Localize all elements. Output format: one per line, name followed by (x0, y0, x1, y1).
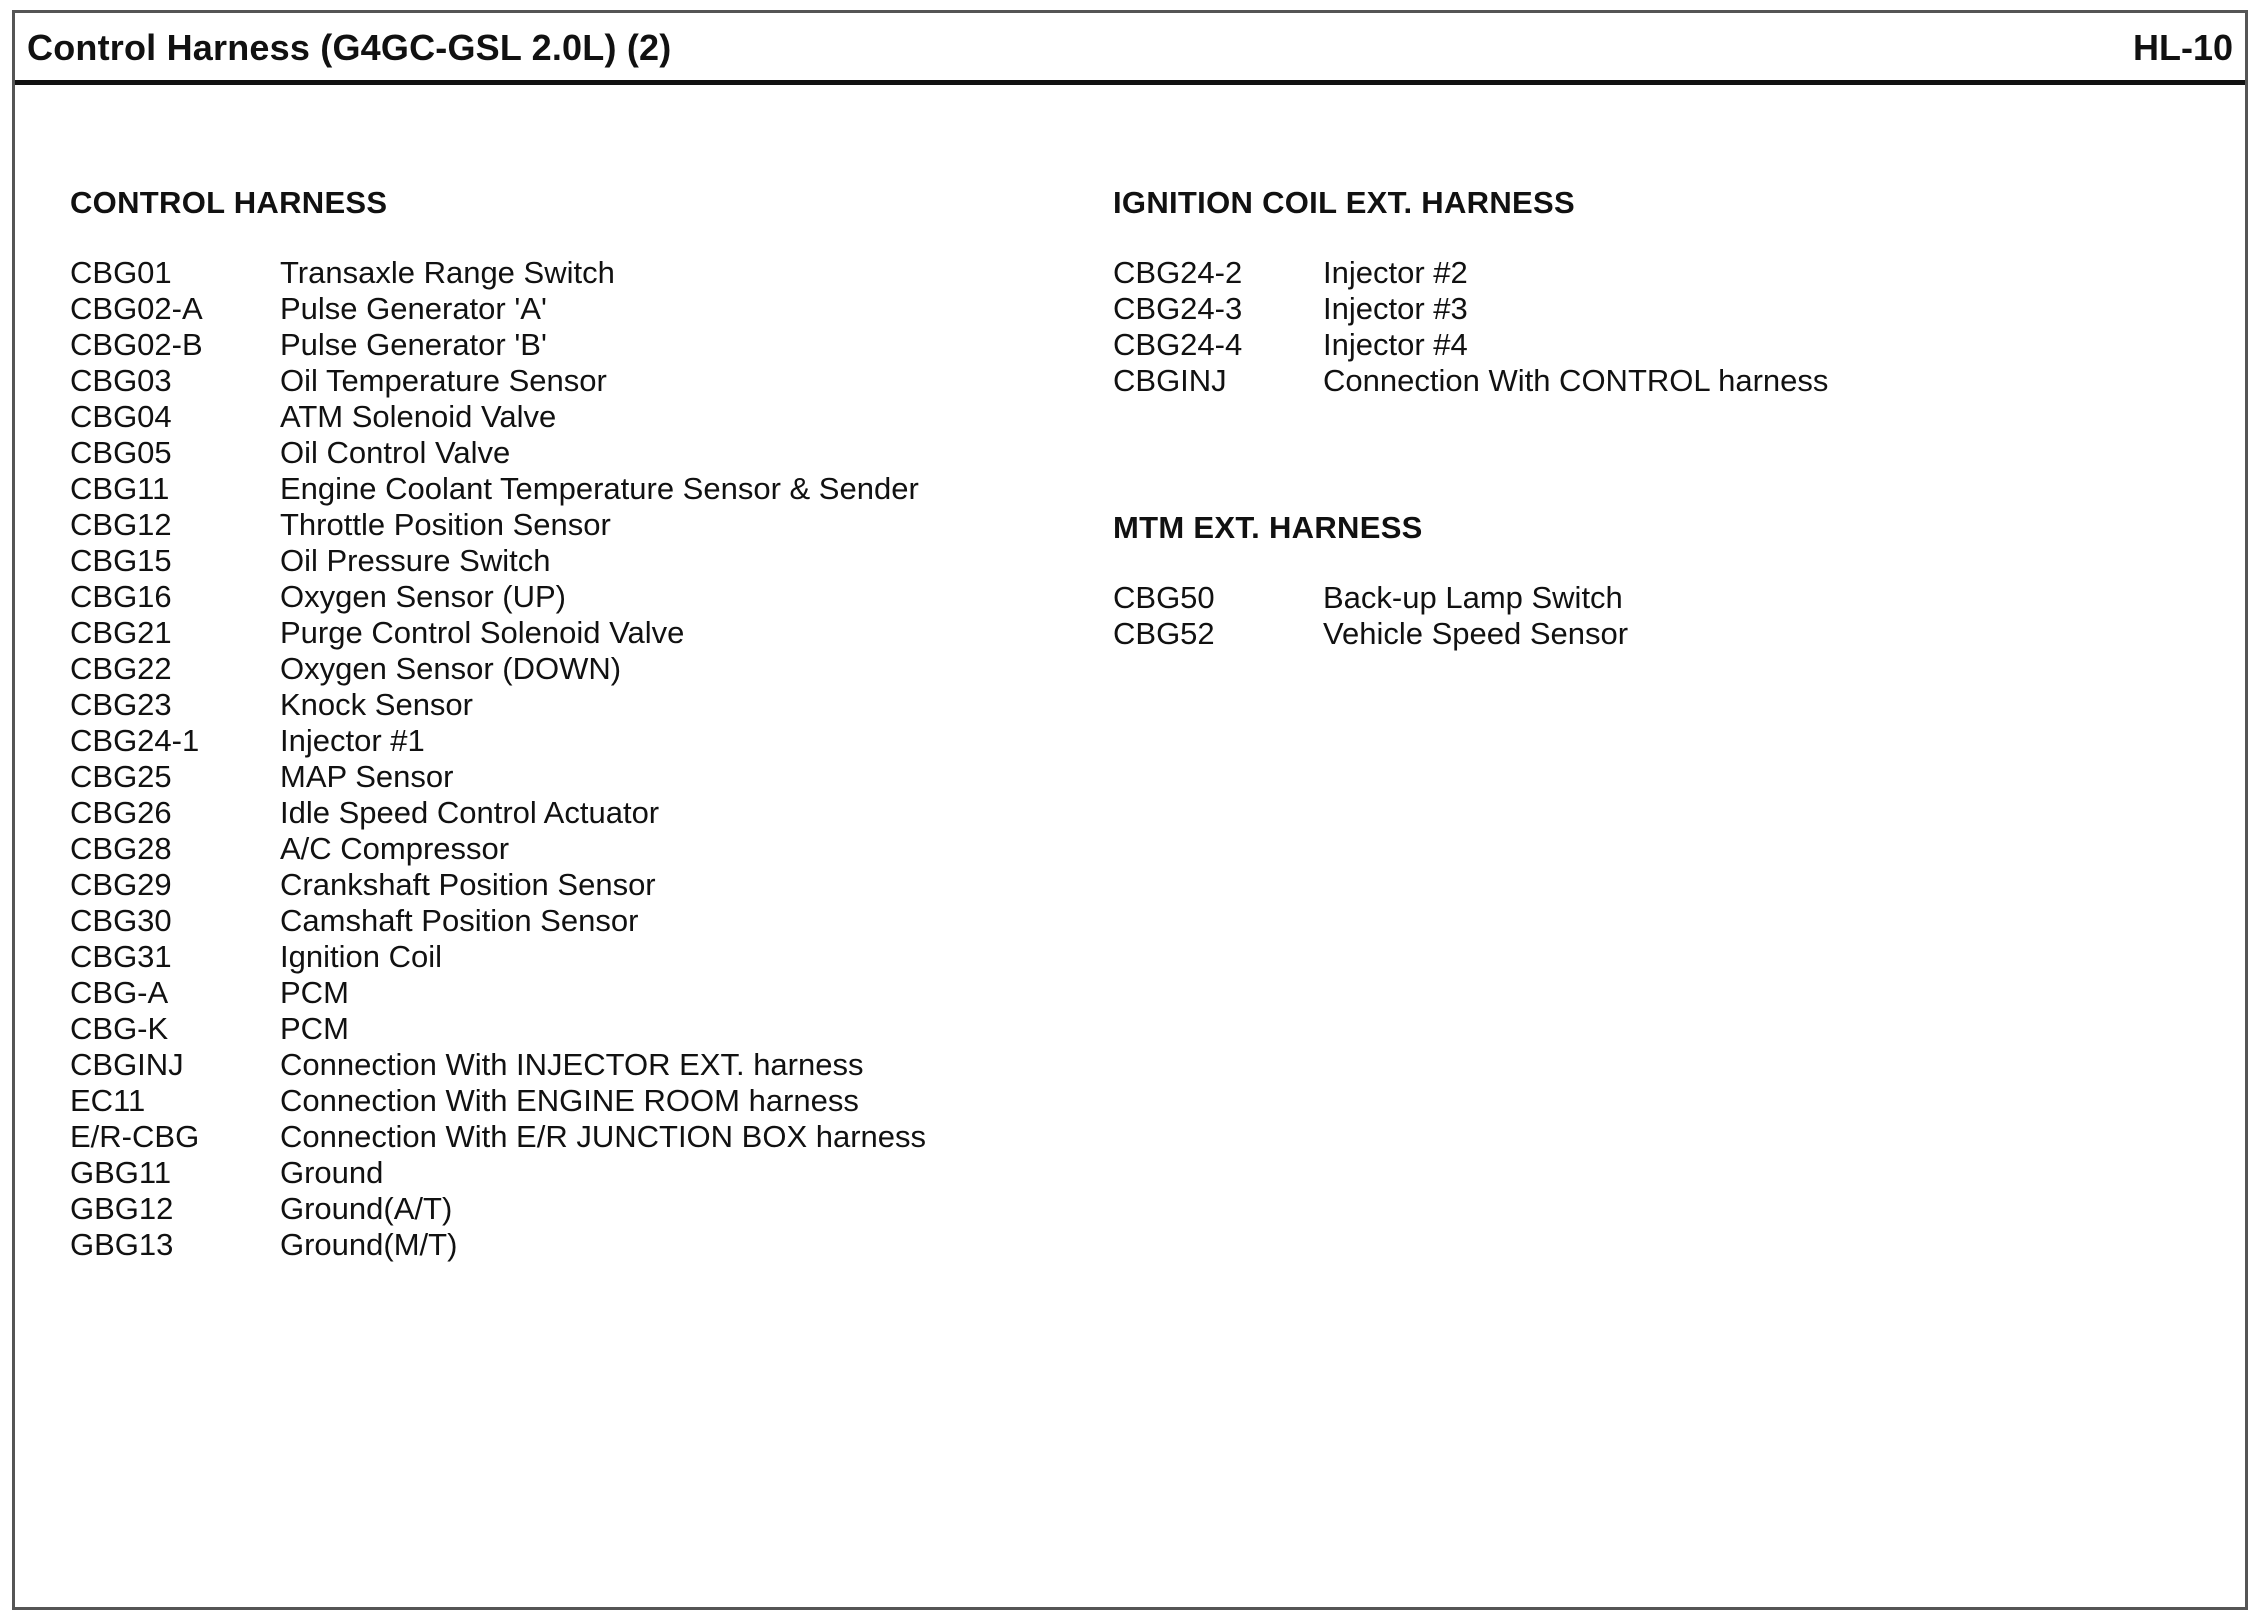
connector-code: CBG01 (70, 255, 172, 290)
connector-description: Oil Control Valve (280, 435, 511, 470)
connector-description: Ground(M/T) (280, 1227, 458, 1262)
connector-description: Connection With ENGINE ROOM harness (280, 1083, 859, 1118)
connector-row (70, 471, 919, 507)
connector-row (70, 651, 622, 687)
connector-description: Oxygen Sensor (UP) (280, 579, 566, 614)
connector-code: CBG16 (70, 579, 172, 614)
connector-code: CBG25 (70, 759, 172, 794)
connector-description: Oil Pressure Switch (280, 543, 551, 578)
connector-description: Throttle Position Sensor (280, 507, 611, 542)
connector-list (1113, 580, 1629, 652)
connector-row (70, 507, 611, 543)
connector-row (70, 795, 660, 831)
section-ignition-coil-ext-harness (1113, 185, 1829, 399)
connector-description: Injector #3 (1323, 291, 1468, 326)
connector-row (1113, 291, 1575, 327)
page-code: HL-10 (2132, 27, 2233, 68)
section-control-harness (70, 185, 927, 1263)
connector-description: Pulse Generator 'B' (280, 327, 547, 362)
connector-row (70, 579, 566, 615)
connector-code: CBG05 (70, 435, 172, 470)
section-title: IGNITION COIL EXT. HARNESS (1113, 185, 1575, 220)
connector-code: CBG24-2 (1113, 255, 1243, 290)
connector-code: CBG04 (70, 399, 172, 434)
connector-code: CBG24-3 (1113, 291, 1243, 326)
connector-description: Engine Coolant Temperature Sensor & Sender (280, 471, 919, 506)
connector-row (70, 831, 510, 867)
connector-code: EC11 (70, 1083, 146, 1118)
connector-row (70, 543, 551, 579)
connector-code: CBG31 (70, 939, 172, 974)
connector-code: CBG02-B (70, 327, 203, 362)
connector-description: Back-up Lamp Switch (1323, 580, 1623, 615)
connector-description: Ignition Coil (280, 939, 442, 974)
connector-description: Oxygen Sensor (DOWN) (280, 651, 622, 686)
connector-code: CBG28 (70, 831, 172, 866)
section-mtm-ext-harness (1113, 510, 1629, 652)
connector-code: CBG22 (70, 651, 172, 686)
connector-description: Connection With CONTROL harness (1323, 363, 1829, 398)
connector-row (70, 327, 547, 363)
connector-description: Ground(A/T) (280, 1191, 453, 1226)
connector-code: CBG30 (70, 903, 172, 938)
connector-row (70, 1011, 387, 1047)
section-title: MTM EXT. HARNESS (1113, 510, 1423, 545)
page-header (15, 13, 2245, 85)
connector-description: Injector #1 (280, 723, 425, 758)
connector-row (70, 939, 442, 975)
connector-description: Vehicle Speed Sensor (1323, 616, 1629, 651)
connector-description: Connection With E/R JUNCTION BOX harness (280, 1119, 927, 1154)
connector-code: CBG02-A (70, 291, 203, 326)
connector-row (70, 1227, 458, 1263)
connector-description: Crankshaft Position Sensor (280, 867, 656, 902)
connector-row (70, 615, 685, 651)
connector-code: CBG26 (70, 795, 172, 830)
connector-description: A/C Compressor (280, 831, 510, 866)
connector-code: CBG21 (70, 615, 172, 650)
connector-description: Camshaft Position Sensor (280, 903, 639, 938)
connector-code: CBG15 (70, 543, 172, 578)
connector-code: CBGINJ (1113, 363, 1227, 398)
page-title: Control Harness (G4GC-GSL 2.0L) (2) (27, 27, 672, 68)
connector-code: CBG-A (70, 975, 169, 1010)
connector-list (70, 255, 927, 1263)
connector-code: CBG-K (70, 1011, 169, 1046)
connector-description: Oil Temperature Sensor (280, 363, 607, 398)
connector-row (70, 1083, 859, 1119)
connector-code: E/R-CBG (70, 1119, 200, 1154)
connector-row (70, 1047, 864, 1083)
connector-row (70, 1191, 453, 1227)
connector-row (70, 291, 547, 327)
connector-description: Idle Speed Control Actuator (280, 795, 660, 830)
connector-row (1113, 363, 1829, 399)
connector-row (70, 867, 656, 903)
connector-code: CBG23 (70, 687, 172, 722)
connector-code: CBG12 (70, 507, 172, 542)
connector-list (1113, 255, 1829, 399)
connector-code: CBG29 (70, 867, 172, 902)
connector-row (70, 1119, 927, 1155)
connector-description: Knock Sensor (280, 687, 473, 722)
connector-description: Connection With INJECTOR EXT. harness (280, 1047, 864, 1082)
connector-row (70, 723, 425, 759)
connector-row (1113, 255, 1575, 291)
connector-row (70, 975, 387, 1011)
connector-code: GBG12 (70, 1191, 174, 1226)
connector-row (70, 1155, 387, 1191)
connector-code: GBG13 (70, 1227, 174, 1262)
connector-code: CBG50 (1113, 580, 1215, 615)
connector-description: Ground (280, 1155, 384, 1190)
connector-row (70, 435, 511, 471)
connector-row (70, 399, 557, 435)
connector-description: ATM Solenoid Valve (280, 399, 557, 434)
connector-code: CBG03 (70, 363, 172, 398)
connector-row (1113, 616, 1629, 652)
connector-row (70, 759, 454, 795)
connector-description: Injector #2 (1323, 255, 1468, 290)
section-title: CONTROL HARNESS (70, 185, 388, 220)
connector-code: CBG24-1 (70, 723, 200, 758)
connector-description: Injector #4 (1323, 327, 1468, 362)
connector-code: CBG24-4 (1113, 327, 1243, 362)
connector-row (70, 903, 639, 939)
connector-row (1113, 580, 1623, 616)
connector-code: CBGINJ (70, 1047, 184, 1082)
connector-row (70, 687, 473, 723)
connector-description: Transaxle Range Switch (280, 255, 615, 290)
connector-description: Pulse Generator 'A' (280, 291, 547, 326)
connector-code: GBG11 (70, 1155, 172, 1190)
connector-description: PCM (280, 1011, 349, 1046)
connector-description: Purge Control Solenoid Valve (280, 615, 685, 650)
connector-description: MAP Sensor (280, 759, 454, 794)
connector-code: CBG52 (1113, 616, 1215, 651)
connector-row (70, 363, 607, 399)
connector-code: CBG11 (70, 471, 170, 506)
connector-row (1113, 327, 1575, 363)
connector-row (70, 255, 615, 291)
connector-description: PCM (280, 975, 349, 1010)
